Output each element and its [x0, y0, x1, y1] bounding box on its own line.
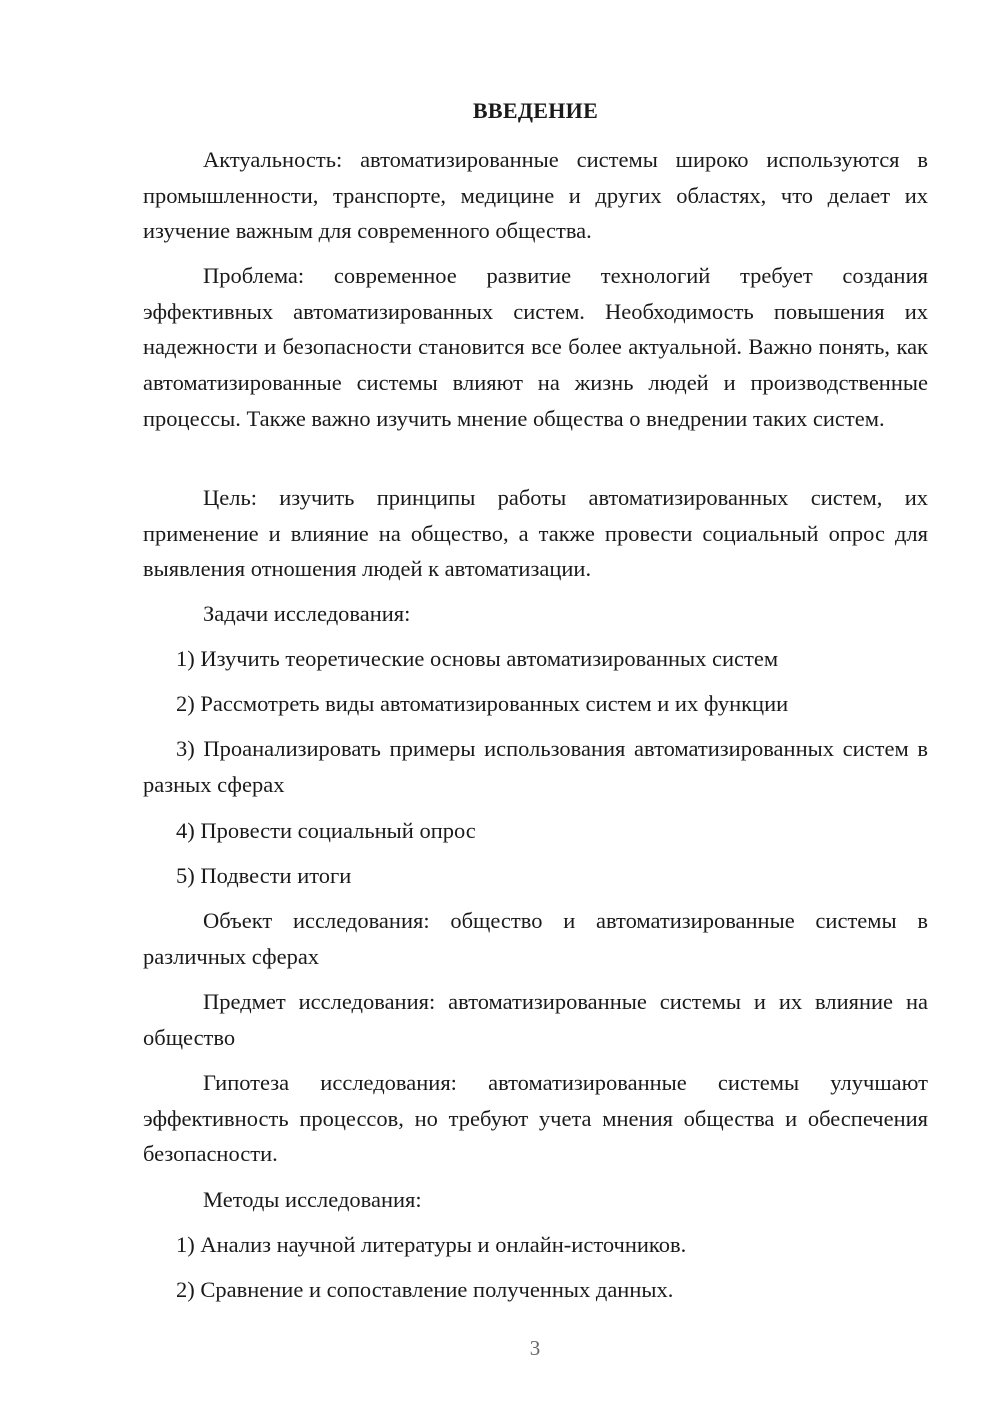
methods-heading: Методы исследования:: [203, 1187, 422, 1212]
paragraph-relevance: Актуальность: автоматизированные системы широко используются в промышленности, транспорте, медицине и других областях, что делает их изучение важным для современного общества.: [143, 147, 928, 244]
task-item-2: 2) Рассмотреть виды автоматизированных систем и их функции: [176, 691, 789, 716]
task-item-3: 3) Проанализировать примеры использования автоматизированных систем в разных сферах: [143, 736, 928, 797]
tasks-heading: Задачи исследования:: [203, 601, 411, 626]
paragraph-goal: Цель: изучить принципы работы автоматизированных систем, их применение и влияние на общество, а также провести социальный опрос для выявления отношения людей к автоматизации.: [143, 485, 928, 582]
page-number: 3: [529, 1336, 541, 1360]
paragraph-object: Объект исследования: общество и автоматизированные системы в различных сферах: [143, 908, 928, 969]
task-item-5: 5) Подвести итоги: [176, 863, 352, 888]
paragraph-subject: Предмет исследования: автоматизированные системы и их влияние на общество: [143, 989, 928, 1050]
paragraph-problem: Проблема: современное развитие технологий требует создания эффективных автоматизированных систем. Необходимость повышения их надежности и безопасности становится все более актуальной. Важно понять, как автоматизированные системы влияют на жизнь людей и производственные процессы. Также важно изучить мнение общества о внедрении таких систем.: [143, 263, 928, 431]
method-item-1: 1) Анализ научной литературы и онлайн-источников.: [176, 1232, 687, 1257]
page-title: ВВЕДЕНИЕ: [472, 98, 599, 123]
task-item-1: 1) Изучить теоретические основы автоматизированных систем: [176, 646, 779, 671]
paragraph-hypothesis: Гипотеза исследования: автоматизированные системы улучшают эффективность процессов, но требуют учета мнения общества и обеспечения безопасности.: [143, 1070, 928, 1167]
task-item-4: 4) Провести социальный опрос: [176, 818, 476, 843]
method-item-2: 2) Сравнение и сопоставление полученных данных.: [176, 1277, 674, 1302]
